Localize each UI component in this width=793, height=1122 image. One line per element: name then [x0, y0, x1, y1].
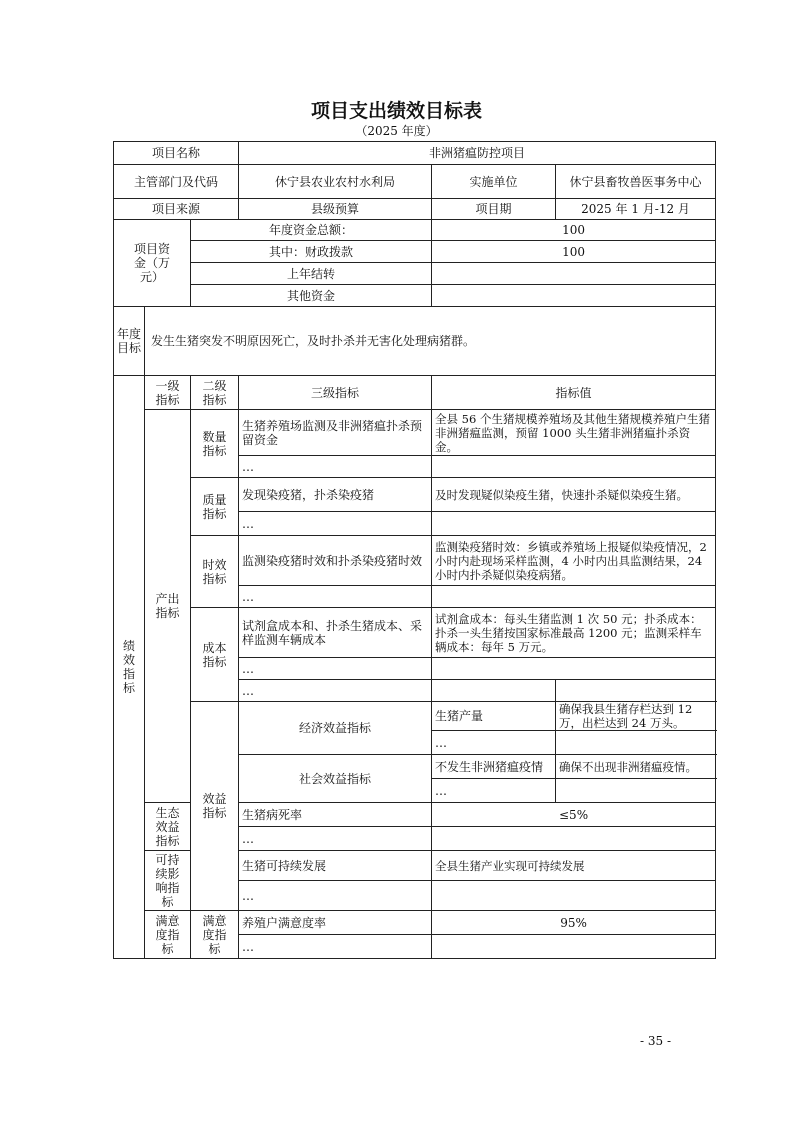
social-label: 社会效益指标 — [239, 755, 432, 803]
cost-value-empty — [432, 658, 716, 680]
economic-value-empty — [556, 731, 716, 755]
time-value-empty — [432, 586, 716, 608]
indicators-section-label: 绩效指标 — [114, 376, 145, 959]
quantity-ellipsis: … — [239, 456, 432, 478]
eco-l3: 生猪病死率 — [239, 803, 432, 827]
quality-value: 及时发现疑似染疫生猪，快速扑杀疑似染疫生猪。 — [432, 478, 716, 512]
quantity-l3: 生猪养殖场监测及非洲猪瘟扑杀预留资金 — [239, 410, 432, 456]
sustain-label: 可持续影响指标 — [145, 851, 191, 911]
period-value: 2025 年 1 月-12 月 — [556, 199, 716, 220]
period-label: 项目期 — [432, 199, 556, 220]
funds-total-label: 年度资金总额： — [191, 220, 432, 241]
social-l3: 不发生非洲猪瘟疫情 — [432, 755, 556, 779]
annual-goal-label: 年度目标 — [114, 307, 145, 376]
satisfaction-l1-label: 满意度指标 — [145, 911, 191, 959]
eco-ellipsis: … — [239, 827, 432, 851]
economic-value: 确保我县生猪存栏达到 12 万，出栏达到 24 万头。 — [556, 702, 716, 731]
quality-l3: 发现染疫猪，扑杀染疫猪 — [239, 478, 432, 512]
cost-l3: 试剂盒成本和、扑杀生猪成本、采样监测车辆成本 — [239, 608, 432, 658]
col-value-header: 指标值 — [432, 376, 716, 410]
output-more-ellipsis: … — [239, 680, 432, 702]
funds-other-value — [432, 285, 716, 307]
economic-ellipsis: … — [432, 731, 556, 755]
source-label: 项目来源 — [114, 199, 239, 220]
economic-l3: 生猪产量 — [432, 702, 556, 731]
eco-value-empty — [432, 827, 716, 851]
col-level3-header: 三级指标 — [239, 376, 432, 410]
quantity-label: 数量指标 — [191, 410, 239, 478]
col-level2-header: 二级指标 — [191, 376, 239, 410]
project-name-label: 项目名称 — [114, 142, 239, 165]
performance-table — [113, 141, 716, 959]
satisfaction-l3: 养殖户满意度率 — [239, 911, 432, 935]
annual-goal-text: 发生生猪突发不明原因死亡，及时扑杀并无害化处理病猪群。 — [145, 307, 716, 376]
satisfaction-l2-label: 满意度指标 — [191, 911, 239, 959]
sustain-value-empty — [432, 881, 716, 911]
dept-value: 休宁县农业农村水利局 — [239, 165, 432, 199]
time-label: 时效指标 — [191, 536, 239, 608]
page-title: 项目支出绩效目标表 — [310, 100, 482, 122]
social-value-empty — [556, 779, 716, 803]
sustain-ellipsis: … — [239, 881, 432, 911]
funds-fiscal-label: 其中：财政拨款 — [191, 241, 432, 263]
satisfaction-value: 95% — [432, 911, 716, 935]
page-subtitle: （2025 年度） — [355, 124, 438, 138]
quality-ellipsis: … — [239, 512, 432, 536]
time-ellipsis: … — [239, 586, 432, 608]
social-value: 确保不出现非洲猪瘟疫情。 — [556, 755, 716, 779]
cost-value: 试剂盒成本：每头生猪监测 1 次 50 元；扑杀成本：扑杀一头生猪按国家标准最高 1200 元；监测采样车辆成本：每年 5 万元。 — [432, 608, 716, 658]
col-level1-header: 一级指标 — [145, 376, 191, 410]
quality-value-empty — [432, 512, 716, 536]
funds-carryover-value — [432, 263, 716, 285]
benefit-label: 效益指标 — [191, 702, 239, 911]
time-value: 监测染疫猪时效：乡镇或养殖场上报疑似染疫情况，2 小时内赴现场采样监测，4 小时内出具监测结果，24 小时内扑杀疑似染疫病猪。 — [432, 536, 716, 586]
sustain-l3: 生猪可持续发展 — [239, 851, 432, 881]
eco-value: ≤5% — [432, 803, 716, 827]
economic-label: 经济效益指标 — [239, 702, 432, 755]
satisfaction-ellipsis: … — [239, 935, 432, 959]
project-name-value: 非洲猪瘟防控项目 — [239, 142, 716, 165]
cost-ellipsis: … — [239, 658, 432, 680]
page-number: - 35 - — [640, 1034, 672, 1048]
funds-other-label: 其他资金 — [191, 285, 432, 307]
output-more-value-empty — [556, 680, 716, 702]
quantity-value: 全县 56 个生猪规模养殖场及其他生猪规模养殖户生猪非洲猪瘟监测，预留 1000 头生猪非洲猪瘟扑杀资金。 — [432, 410, 716, 456]
output-more-l3-empty — [432, 680, 556, 702]
eco-label: 生态效益指标 — [145, 803, 191, 851]
dept-label: 主管部门及代码 — [114, 165, 239, 199]
impl-label: 实施单位 — [432, 165, 556, 199]
satisfaction-value-empty — [432, 935, 716, 959]
funds-label: 项目资金（万元） — [114, 220, 191, 307]
quality-label: 质量指标 — [191, 478, 239, 536]
cost-label: 成本指标 — [191, 608, 239, 702]
funds-fiscal-value: 100 — [432, 241, 716, 263]
quantity-value-empty — [432, 456, 716, 478]
social-ellipsis: … — [432, 779, 556, 803]
funds-carryover-label: 上年结转 — [191, 263, 432, 285]
output-label: 产出指标 — [145, 410, 191, 803]
sustain-value: 全县生猪产业实现可持续发展 — [432, 851, 716, 881]
source-value: 县级预算 — [239, 199, 432, 220]
time-l3: 监测染疫猪时效和扑杀染疫猪时效 — [239, 536, 432, 586]
funds-total-value: 100 — [432, 220, 716, 241]
impl-value: 休宁县畜牧兽医事务中心 — [556, 165, 716, 199]
